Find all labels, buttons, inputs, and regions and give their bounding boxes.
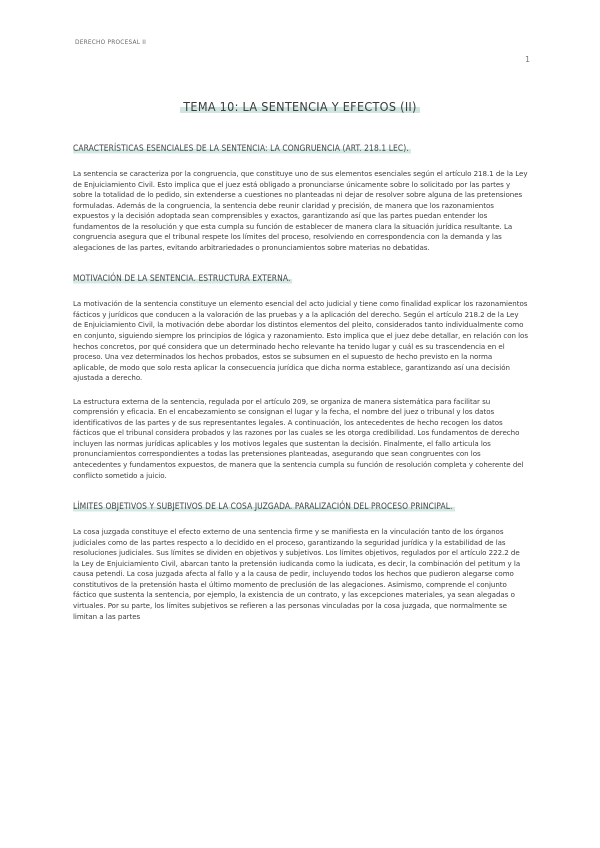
section-heading: LÍMITES OBJETIVOS Y SUBJETIVOS DE LA COSA JUZGADA. PARALIZACIÓN DEL PROCESO PRINCIPAL. [73, 501, 453, 512]
section-congruencia [73, 136, 528, 253]
section-heading: MOTIVACIÓN DE LA SENTENCIA. ESTRUCTURA EXTERNA. [73, 273, 291, 284]
running-header: DERECHO PROCESAL II [75, 38, 147, 46]
paragraph: La motivación de la sentencia constituye un elemento esencial del acto judicial y tiene como finalidad explicar los razonamientos fácticos y jurídicos que conducen a la valoración de las pruebas y a la aplicación del derecho. Según el artículo 218.2 de la Ley de Enjuiciamiento Civil, la motivación debe abordar los distintos elementos del pleito, considerados tanto individualmente como en conjunto, siguiendo siempre los principios de lógica y razonamiento. Esto implica que el juez debe detallar, en relación con los hechos concretos, por qué considera que un determinado hecho relevante ha tenido lugar y cuál es su trascendencia en el proceso. Una vez determinados los hechos probados, estos se subsumen en el supuesto de hecho previsto en la norma aplicable, de modo que solo resta aplicar la consecuencia jurídica que dicha norma establece, garantizando así una decisión ajustada a derecho. [73, 299, 528, 383]
page-number: 1 [525, 55, 531, 64]
document-title: TEMA 10: LA SENTENCIA Y EFECTOS (II) [180, 99, 420, 114]
title-wrapper [0, 96, 600, 115]
document-body [73, 136, 528, 622]
section-motivacion [73, 266, 528, 481]
section-heading: CARACTERÍSTICAS ESENCIALES DE LA SENTENCIA: LA CONGRUENCIA (ART. 218.1 LEC). [73, 143, 409, 153]
paragraph: La estructura externa de la sentencia, regulada por el artículo 209, se organiza de manera sistemática para facilitar su comprensión y eficacia. En el encabezamiento se consignan el lugar y la fecha, el nombre del juez o tribunal y los datos identificativos de las partes y de sus representantes legales. A continuación, los antecedentes de hecho recogen los datos fácticos que el tribunal considera probados y las razones por las cuales se les otorga credibilidad. Los fundamentos de derecho incluyen las normas jurídicas aplicables y los motivos legales que sustentan la decisión. Finalmente, el fallo articula los pronunciamientos correspondientes a todas las pretensiones planteadas, asegurando que sean congruentes con los antecedentes y fundamentos expuestos, de manera que la sentencia cumpla su función de resolución completa y coherente del conflicto sometido a juicio. [73, 396, 524, 480]
paragraph: La cosa juzgada constituye el efecto externo de una sentencia firme y se manifiesta en la vinculación tanto de los órganos judiciales como de las partes respecto a lo decidido en el proceso, garantizando la seguridad jurídica y la estabilidad de las resoluciones judiciales. Sus límites se dividen en objetivos y subjetivos. Los límites objetivos, regulados por el artículo 222.2 de la Ley de Enjuiciamiento Civil, abarcan tanto la pretensión iudicanda como la iudicata, es decir, la combinación del petitum y la causa petendi. La cosa juzgada afecta al fallo y a la causa de pedir, incluyendo todos los hechos que pudieron alegarse como constitutivos de la pretensión hasta el último momento de preclusión de las alegaciones. Asimismo, comprende el conjunto fáctico que sustenta la sentencia, por ejemplo, la existencia de un contrato, y las excepciones materiales, ya sean alegadas o virtuales. Por su parte, los límites subjetivos se refieren a las personas vinculadas por la cosa juzgada, que normalmente se limitan a las partes [73, 527, 521, 621]
paragraph: La sentencia se caracteriza por la congruencia, que constituye uno de sus elementos esenciales según el artículo 218.1 de la Ley de Enjuiciamiento Civil. Esto implica que el juez está obligado a pronunciarse únicamente sobre lo solicitado por las partes y sobre la totalidad de lo pedido, sin extenderse a cuestiones no planteadas ni dejar de resolver sobre alguna de las pretensiones formuladas. Además de la congruencia, la sentencia debe reunir claridad y precisión, de manera que los razonamientos expuestos y la decisión adoptada sean comprensibles y exactos, garantizando así que las partes puedan entender los fundamentos de la resolución y que esta cumpla su función de establecer de manera clara la situación jurídica resultante. La congruencia asegura que el tribunal respete los límites del proceso, resolviendo en correspondencia con la demanda y las alegaciones de las partes, evitando arbitrariedades o pronunciamientos sobre materias no debatidas. [73, 169, 528, 252]
section-cosa-juzgada [73, 494, 528, 622]
